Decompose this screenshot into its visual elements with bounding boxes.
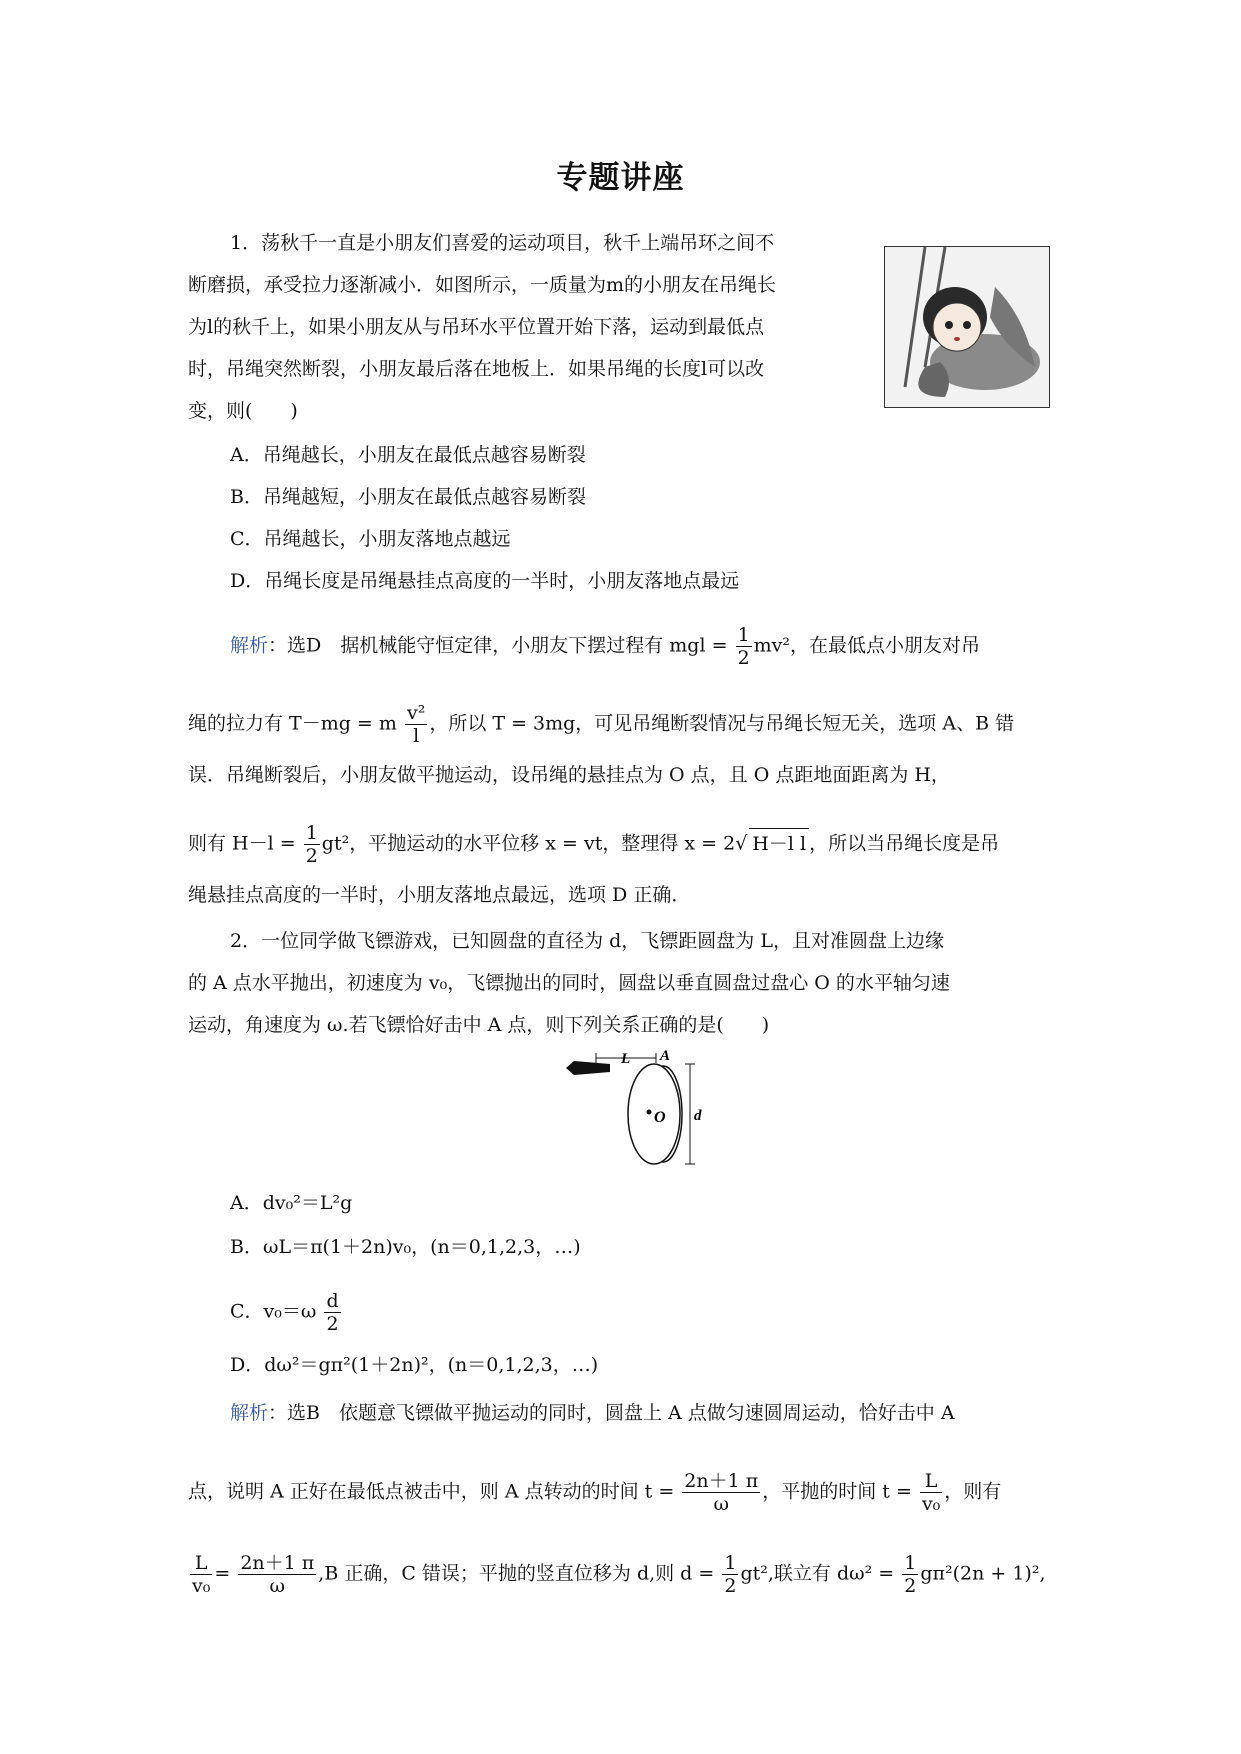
fraction-d-over-2: $\frac{d}{2}$ <box>326 1290 339 1335</box>
q1-line-4: 时，吊绳突然断裂，小朋友最后落在地板上．如果吊绳的长度l可以改 <box>188 358 765 380</box>
q1-line-1: 1．荡秋千一直是小朋友们喜爱的运动项目，秋千上端吊环之间不 <box>230 232 775 254</box>
sqrt-expression: H－l l <box>749 828 809 859</box>
q1-analysis-line-2: 绳的拉力有 T－mg = m $\frac{\text{v²}}{l}$ ，所以 T = 3mg，可见吊绳断裂情况与吊绳长短无关，选项 A、B 错 <box>188 702 1015 747</box>
page-title: 专题讲座 <box>556 160 685 196</box>
q2-line-3: 运动，角速度为 ω.若飞镖恰好击中 A 点，则下列关系正确的是( ) <box>188 1014 770 1036</box>
analysis-label: 解析 <box>230 634 269 657</box>
fraction-half: $\frac{1}{2}$ <box>904 1552 917 1597</box>
fraction-v2-over-l: $\frac{\text{v²}}{l}$ <box>406 702 426 747</box>
label-A: A <box>660 1050 671 1064</box>
dart-disc-diagram <box>566 1050 722 1168</box>
q1-line-5: 变，则( ) <box>188 400 298 422</box>
q2-line-1: 2．一位同学做飞镖游戏，已知圆盘的直径为 d，飞镖距圆盘为 L，且对准圆盘上边缘 <box>230 930 944 952</box>
q2-analysis-line-3: $\frac{L}{\text{v₀}}$ = $\frac{2n+1 \pi}{\omega}$ ,B 正确，C 错误；平抛的竖直位移为 d,则 d = $\frac{1}{2}$ gt²,联立有 dω² = $\frac{1}{2}$ gπ²(2n + 1)², <box>192 1552 1046 1597</box>
q2-analysis-line-1: 解析：选B 依题意飞镖做平抛运动的同时，圆盘上 A 点做匀速圆周运动，恰好击中 A <box>230 1402 955 1424</box>
q1-analysis-line-1: 解析：选D 据机械能守恒定律，小朋友下摆过程有 mgl = $\frac{1}{2}$ mv²，在最低点小朋友对吊 <box>230 624 981 669</box>
q2-option-c: C．v₀＝ω $\frac{d}{2}$ <box>230 1290 339 1335</box>
q2-option-b: B．ωL＝π(1＋2n)v₀，(n＝0,1,2,3，…) <box>230 1236 581 1258</box>
q1-option-d: D．吊绳长度是吊绳悬挂点高度的一半时，小朋友落地点最远 <box>230 570 740 592</box>
fraction-half: $\frac{1}{2}$ <box>724 1552 737 1597</box>
q2-line-2: 的 A 点水平抛出，初速度为 v₀，飞镖抛出的同时，圆盘以垂直圆盘过盘心 O 的水平轴匀速 <box>188 972 950 994</box>
label-d: d <box>694 1108 702 1124</box>
fraction-time-rotation: $\frac{2n+1 \pi}{\omega}$ <box>240 1552 315 1597</box>
q1-analysis-line-5: 绳悬挂点高度的一半时，小朋友落地点最远，选项 D 正确． <box>188 884 691 906</box>
q1-line-3: 为l的秋千上，如果小朋友从与吊环水平位置开始下落，运动到最低点 <box>188 316 765 338</box>
fraction-L-over-v0: $\frac{L}{\text{v₀}}$ <box>921 1470 941 1515</box>
dart-icon <box>566 1061 610 1075</box>
q2-analysis-line-2: 点，说明 A 正好在最低点被击中，则 A 点转动的时间 t = $\frac{2n+1 \pi}{\omega}$ ，平抛的时间 t = $\frac{L}{\text{v₀}}$ ，则有 <box>188 1470 1002 1515</box>
q1-option-a: A．吊绳越长，小朋友在最低点越容易断裂 <box>230 444 586 466</box>
q1-analysis-line-3: 误．吊绳断裂后，小朋友做平抛运动，设吊绳的悬挂点为 O 点，且 O 点距地面距离为 H， <box>188 764 950 786</box>
fraction-time-rotation: $\frac{2n+1 \pi}{\omega}$ <box>684 1470 759 1515</box>
q1-option-b: B．吊绳越短，小朋友在最低点越容易断裂 <box>230 486 586 508</box>
q1-line-2: 断磨损，承受拉力逐渐减小．如图所示，一质量为m的小朋友在吊绳长 <box>188 274 777 296</box>
fraction-half: $\frac{1}{2}$ <box>305 822 318 867</box>
label-L: L <box>621 1051 631 1067</box>
q2-option-a: A．dv₀²＝L²g <box>230 1192 353 1214</box>
fraction-half: $\frac{1}{2}$ <box>737 624 750 669</box>
q1-analysis-line-4: 则有 H－l = $\frac{1}{2}$ gt²，平抛运动的水平位移 x = vt，整理得 x = 2√ H－l l ，所以当吊绳长度是吊 <box>188 822 1000 867</box>
swing-child-illustration <box>884 246 1050 408</box>
fraction-L-over-v0: $\frac{L}{\text{v₀}}$ <box>192 1552 211 1597</box>
q2-option-d: D．dω²＝gπ²(1＋2n)²，(n＝0,1,2,3，…) <box>230 1354 599 1376</box>
label-O: O <box>654 1109 666 1126</box>
q1-option-c: C．吊绳越长，小朋友落地点越远 <box>230 528 511 550</box>
analysis-label: 解析 <box>230 1402 269 1424</box>
